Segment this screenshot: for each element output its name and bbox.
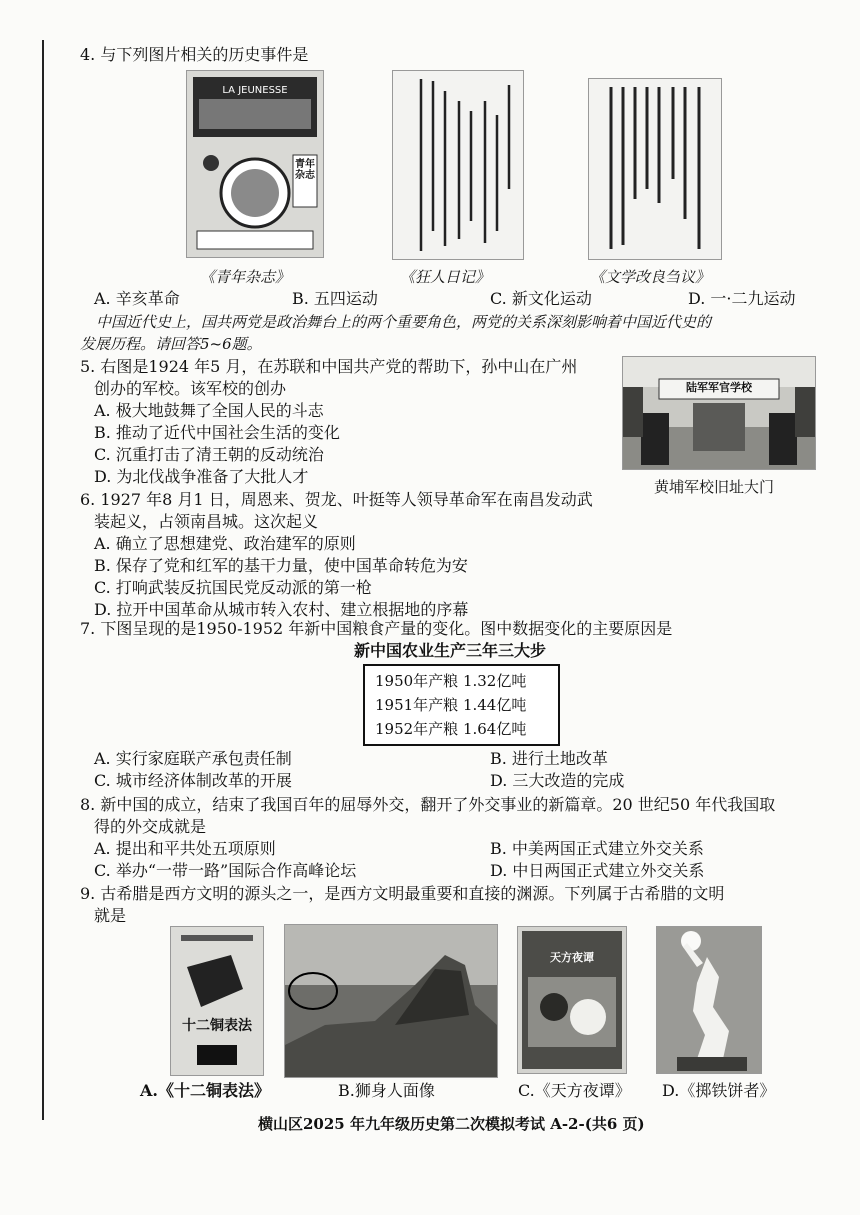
margin-rule: [42, 40, 44, 1120]
q6-option-b: B. 保存了党和红军的基干力量，使中国革命转危为安: [94, 556, 468, 575]
grain-1952: 1952年产粮 1.64亿吨: [375, 720, 527, 738]
q8-option-a: A. 提出和平共处五项原则: [94, 839, 276, 858]
magazine-badge: 青年杂志: [295, 159, 315, 181]
q9-caption-b: B.狮身人面像: [338, 1081, 435, 1100]
magazine-title: LA JEUNESSE: [222, 85, 288, 96]
twelve-tables-image: [170, 926, 264, 1076]
q6-line-1: 6. 1927 年8 月1 日，周恩来、贺龙、叶挺等人领导革命军在南昌发动武: [80, 490, 593, 509]
page-footer: 横山区2025 年九年级历史第二次模拟考试 A-2-(共6 页): [258, 1115, 645, 1133]
q9-caption-c: C.《天方夜谭》: [518, 1081, 631, 1100]
q4-option-a: A. 辛亥革命: [94, 289, 180, 308]
q7-box-title: 新中国农业生产三年三大步: [354, 641, 547, 660]
q9-caption-a: A.《十二铜表法》: [140, 1081, 270, 1100]
youth-magazine-image: [186, 70, 324, 258]
q4-caption-3: 《文学改良刍议》: [590, 268, 711, 286]
q7-option-a: A. 实行家庭联产承包责任制: [94, 749, 292, 768]
literary-reform-image: [588, 78, 722, 260]
gate-sign: 陆军军官学校: [686, 381, 752, 394]
q5-option-b: B. 推动了近代中国社会生活的变化: [94, 423, 340, 442]
q7-option-b: B. 进行土地改革: [490, 749, 608, 768]
q8-option-d: D. 中日两国正式建立外交关系: [490, 861, 705, 880]
q8-line-1: 8. 新中国的成立，结束了我国百年的屈辱外交，翻开了外交事业的新篇章。20 世纪50 年代我国取: [80, 795, 776, 814]
q4-stem: 4. 与下列图片相关的历史事件是: [80, 45, 309, 64]
twelve-tables-title: 十二铜表法: [182, 1018, 252, 1034]
q6-line-2: 装起义，占领南昌城。这次起义: [94, 512, 319, 531]
q4-option-d: D. 一·二九运动: [688, 289, 796, 308]
q5-line-1: 5. 右图是1924 年5 月，在苏联和中国共产党的帮助下，孙中山在广州: [80, 357, 578, 376]
q7-option-c: C. 城市经济体制改革的开展: [94, 771, 292, 790]
grain-output-box: [363, 664, 560, 746]
q5-option-d: D. 为北伐战争准备了大批人才: [94, 467, 309, 486]
q6-option-c: C. 打响武装反抗国民党反动派的第一枪: [94, 578, 372, 597]
q5-option-c: C. 沉重打击了清王朝的反动统治: [94, 445, 324, 464]
q5-option-a: A. 极大地鼓舞了全国人民的斗志: [94, 401, 324, 420]
q4-option-b: B. 五四运动: [292, 289, 378, 308]
grain-1950: 1950年产粮 1.32亿吨: [375, 672, 527, 690]
discobolus-image: [656, 926, 762, 1074]
whampoa-gate-photo: [622, 356, 816, 470]
q9-line-1: 9. 古希腊是西方文明的源头之一，是西方文明最重要和直接的渊源。下列属于古希腊的文明: [80, 884, 725, 903]
q8-option-c: C. 举办“一带一路”国际合作高峰论坛: [94, 861, 357, 880]
q5-line-2: 创办的军校。该军校的创办: [94, 379, 287, 398]
q6-option-a: A. 确立了思想建党、政治建军的原则: [94, 534, 356, 553]
grain-1951: 1951年产粮 1.44亿吨: [375, 696, 527, 714]
q6-option-d: D. 拉开中国革命从城市转入农村、建立根据地的序幕: [94, 600, 469, 619]
q4-caption-2: 《狂人日记》: [400, 268, 491, 286]
q7-stem: 7. 下图呈现的是1950-1952 年新中国粮食产量的变化。图中数据变化的主要原因是: [80, 619, 673, 638]
arabian-nights-image: [517, 926, 627, 1074]
intro-line-1: 中国近代史上，国共两党是政治舞台上的两个重要角色，两党的关系深刻影响着中国近代史的: [96, 313, 712, 331]
intro-line-2: 发展历程。请回答5~6题。: [80, 335, 262, 353]
q8-option-b: B. 中美两国正式建立外交关系: [490, 839, 704, 858]
q4-caption-1: 《青年杂志》: [200, 268, 291, 286]
arabian-nights-title: 天方夜谭: [550, 951, 594, 964]
madman-diary-image: [392, 70, 524, 260]
q4-option-c: C. 新文化运动: [490, 289, 592, 308]
q8-line-2: 得的外交成就是: [94, 817, 207, 836]
sphinx-image: [284, 924, 498, 1078]
q9-caption-d: D.《掷铁饼者》: [662, 1081, 776, 1100]
q7-option-d: D. 三大改造的完成: [490, 771, 625, 790]
q9-line-2: 就是: [94, 906, 127, 925]
q5-photo-caption: 黄埔军校旧址大门: [654, 478, 775, 496]
